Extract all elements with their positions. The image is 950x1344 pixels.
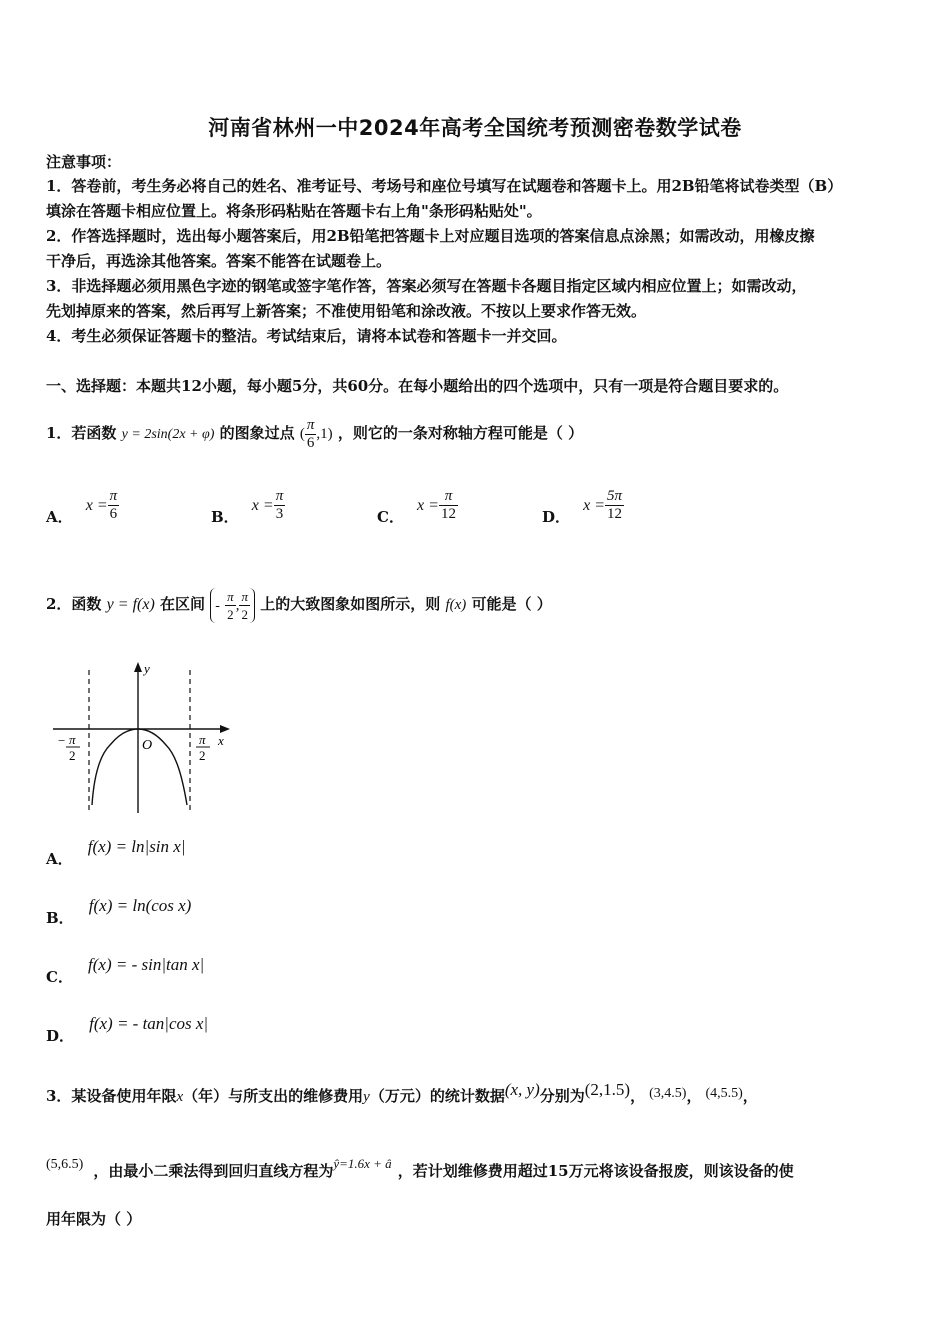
q2-option-d[interactable] [46,1013,208,1043]
q1-option-c[interactable] [377,488,458,528]
notice-heading: 注意事项： [46,153,122,171]
q1-option-a-letter: A． [46,508,73,526]
x-axis-arrow-icon [220,725,230,733]
q1-option-d-den: 12 [607,506,623,522]
q2-interval-left-den: 2 [227,606,234,622]
q1-option-c-num: π [439,488,458,506]
q1-option-c-den: 12 [440,506,456,522]
q2-suffix-b: 可能是（ ） [471,595,552,613]
q3-regression: ŷ=1.6x + â [333,1156,392,1171]
q1-option-b-den: 3 [275,506,284,522]
q3-point-4: (5,6.5) [46,1157,84,1172]
q3-text-f: ，若计划维修费用超过15万元将该设备报废，则该设备的使 [397,1162,794,1180]
q2-option-b-letter: B． [46,909,74,927]
q2-interval-sep: , [235,597,240,613]
q2-suffix-a: 上的大致图象如图所示，则 [260,595,441,613]
q1-point-num: π [306,416,315,433]
q2-interval-right-frac [239,588,250,623]
q1-option-a[interactable] [46,488,119,528]
question-2 [46,582,906,626]
q2-interval [210,588,255,623]
q3-comma-2: ， [686,1087,702,1105]
graph-left-tick-num: π [69,732,76,747]
q1-option-b-fraction [274,488,286,523]
q2-prefix: 2．函数 [46,595,102,613]
q1-option-a-num: π [109,488,118,504]
q3-text-b: （年）与所支出的维修费用 [183,1087,364,1105]
q1-option-c-fraction [439,488,458,523]
q2-interval-minus: - [215,598,220,613]
q2-interval-right-num: π [241,588,248,604]
q2-option-d-expr: f(x) = - tan|cos x| [89,1014,209,1033]
q1-point-tail: ,1) [316,426,333,442]
q1-suffix: ，则它的一条对称轴方程可能是（ ） [337,424,584,442]
question-1 [46,413,906,453]
graph-origin-label: O [142,738,153,753]
notice-line-6: 先划掉原来的答案，然后再写上新答案；不准使用铅笔和涂改液。不按以上要求作答无效。 [46,302,647,320]
q1-option-d-fraction [605,488,624,523]
q1-mid: 的图象过点 [219,424,295,442]
graph-y-label: y [144,661,150,676]
q1-option-b[interactable] [211,488,285,528]
q2-interval-left-frac [225,588,236,623]
q1-option-d-lhs: x = [583,497,606,514]
q1-point-open: ( [299,426,305,442]
q1-option-c-letter: C． [377,508,404,526]
function-curve [92,729,187,805]
q2-graph [48,655,238,820]
q3-text-e: ，由最小二乘法得到回归直线方程为 [93,1162,334,1180]
q2-option-a[interactable] [46,836,186,866]
notice-line-4: 干净后，再选涂其他答案。答案不能答在试题卷上。 [46,252,392,270]
q1-option-d[interactable] [542,488,624,528]
q1-option-b-lhs: x = [251,497,274,514]
q1-point-fraction [305,417,317,452]
q3-point-2: (3,4.5) [649,1086,687,1101]
q2-option-b-expr: f(x) = ln(cos x) [88,896,192,915]
q1-option-d-num: 5π [607,488,623,504]
q2-option-a-expr: f(x) = ln|sin x| [87,837,186,856]
q1-function: y = 2sin(2x + φ) [121,427,215,442]
q2-interval-right-den: 2 [241,606,248,622]
q2-option-c-expr: f(x) = - sin|tan x| [88,955,205,974]
q1-option-d-letter: D． [542,508,571,526]
graph-right-tick-den: 2 [199,748,206,763]
notice-line-2: 填涂在答题卡相应位置上。将条形码粘贴在答题卡右上角"条形码粘贴处"。 [46,202,542,220]
q1-option-b-letter: B． [211,508,239,526]
q1-option-a-den: 6 [109,506,118,522]
notice-line-5: 3．非选择题必须用黑色字迹的钢笔或签字笔作答，答案必须写在答题卡各题目指定区域内相应位置上；如需改动， [46,277,807,295]
q1-option-c-lhs: x = [417,497,439,514]
q3-text-c: （万元）的统计数据 [369,1087,505,1105]
q2-interval-left-num: π [227,588,234,604]
q3-point-3: (4,5.5) [705,1086,743,1101]
q3-var-y: y [363,1089,370,1105]
graph-x-label: x [218,733,224,748]
question-3-line-3: 用年限为（ ） [46,1210,142,1228]
q2-option-a-letter: A． [46,850,73,868]
q3-text-a: 3．某设备使用年限 [46,1087,177,1105]
q2-option-d-letter: D． [46,1027,75,1045]
q3-point-1: (2,1.5) [584,1080,631,1099]
q3-pair: (x, y) [504,1080,540,1099]
q1-point-den: 6 [306,434,315,451]
q2-option-b[interactable] [46,895,191,925]
notice-line-3: 2．作答选择题时，选出每小题答案后，用2B铅笔把答题卡上对应题目选项的答案信息点涂黑；如需改动，用橡皮擦 [46,227,815,245]
q3-comma-3: ， [742,1087,758,1105]
q2-fx: f(x) [445,597,467,613]
q3-var-x: x [176,1089,184,1105]
section-heading: 一、选择题：本题共12小题，每小题5分，共60分。在每小题给出的四个选项中，只有一项是符合题目要求的。 [46,377,789,395]
y-axis-arrow-icon [134,662,142,672]
q2-option-c-letter: C． [46,968,73,986]
graph-left-tick-den: 2 [69,748,76,763]
question-3-line-1 [46,1072,906,1108]
q1-prefix: 1．若函数 [46,424,117,442]
graph-right-tick-num: π [199,732,206,747]
q2-function: y = f(x) [106,596,155,613]
q2-option-c[interactable] [46,954,204,984]
notice-line-1: 1．答卷前，考生务必将自己的姓名、准考证号、考场号和座位号填写在试题卷和答题卡上。用2B铅笔将试卷类型（B） [46,177,843,195]
q3-comma-1: ， [630,1087,646,1105]
q2-mid: 在区间 [160,595,206,613]
q3-text-d: 分别为 [539,1087,585,1105]
q1-option-a-fraction [108,488,120,523]
question-3-line-2 [46,1146,906,1182]
graph-left-tick-sign: − [58,733,66,748]
q1-option-b-num: π [275,488,284,504]
q1-option-a-lhs: x = [85,497,108,514]
page-title: 河南省林州一中2024年高考全国统考预测密卷数学试卷 [208,116,742,140]
notice-line-7: 4．考生必须保证答题卡的整洁。考试结束后，请将本试卷和答题卡一并交回。 [46,327,567,345]
